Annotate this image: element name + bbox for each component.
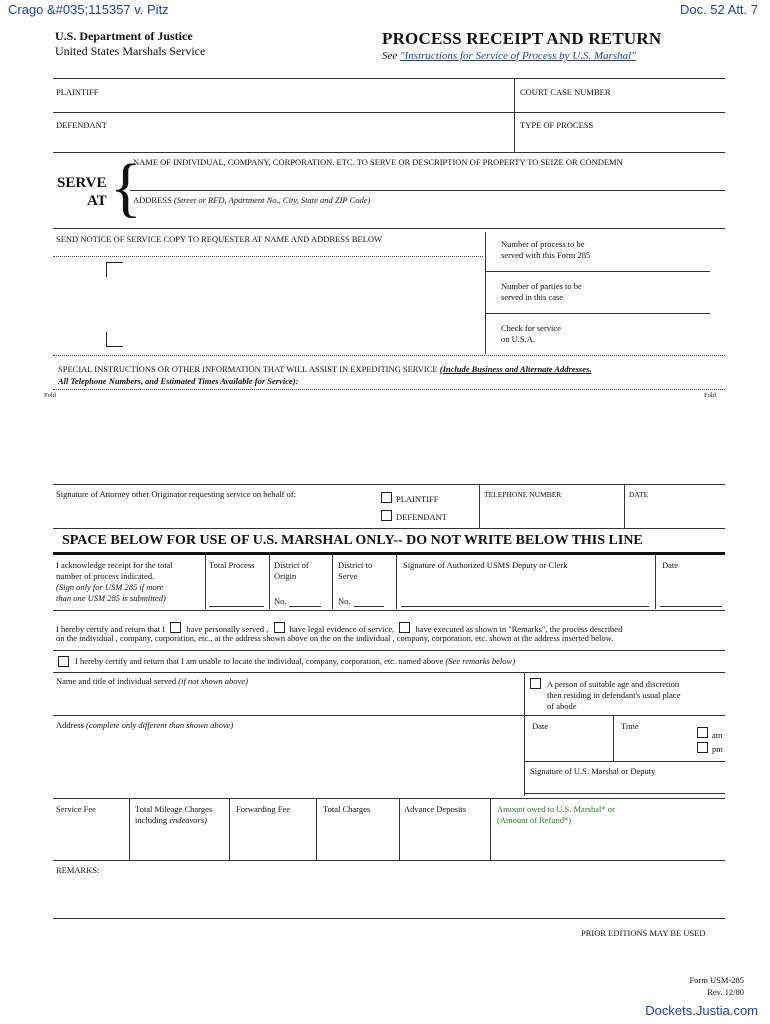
remarks-label: REMARKS: <box>56 865 100 875</box>
time-served-label: Time <box>621 721 639 731</box>
am-label: am <box>712 730 723 740</box>
document-reference: Doc. 52 Att. 7 <box>679 2 758 17</box>
see-label: See <box>382 50 398 62</box>
revision-label: Rev. 12/80 <box>707 987 744 997</box>
court-case-number-label: COURT CASE NUMBER <box>520 87 611 97</box>
fold-left-label: Fold <box>44 392 56 399</box>
telephone-label: TELEPHONE NUMBER <box>484 490 562 499</box>
address-label: ADDRESS (Street or RFD, Apartment No., City, State and ZIP Code) <box>133 195 371 205</box>
forwarding-fee-label: Forwarding Fee <box>236 804 291 814</box>
brace-icon: { <box>110 151 142 224</box>
defendant-option-label: DEFENDANT <box>396 512 447 522</box>
marshal-signature-label: Signature of U.S. Marshal or Deputy <box>530 766 656 776</box>
number-of-process-label: Number of process to be served with this Form 285 <box>501 239 591 260</box>
total-charges-label: Total Charges <box>323 804 371 814</box>
unable-to-locate-checkbox[interactable] <box>58 656 69 667</box>
personally-served-checkbox[interactable] <box>170 622 181 633</box>
pm-checkbox[interactable] <box>697 742 708 753</box>
serve-label: SERVE <box>57 175 107 191</box>
at-label: AT <box>87 193 107 209</box>
district-serve-label: District to Serve <box>338 560 373 581</box>
date-label: DATE <box>629 490 649 499</box>
district-origin-label: District of Origin <box>274 560 309 581</box>
dockets-justia-link[interactable]: Dockets.Justia.com <box>645 1003 758 1018</box>
special-instructions-label: SPECIAL INSTRUCTIONS OR OTHER INFORMATION THAT WILL ASSIST IN EXPEDITING SERVICE (Include Business and Alternate Addresses, <box>58 364 592 374</box>
total-process-label: Total Process <box>209 560 255 570</box>
date-served-label: Date <box>532 721 549 731</box>
name-of-individual-label: NAME OF INDIVIDUAL, COMPANY, CORPORATION. ETC. TO SERVE OR DESCRIPTION OF PROPERTY TO SEIZE OR CONDEMN <box>133 157 623 167</box>
defendant-checkbox[interactable] <box>381 510 392 521</box>
name-title-label: Name and title of individual served (if not shown above) <box>56 676 248 686</box>
plaintiff-option-label: PLAINTIFF <box>396 494 439 504</box>
send-notice-label: SEND NOTICE OF SERVICE COPY TO REQUESTER AT NAME AND ADDRESS BELOW <box>56 234 383 244</box>
marshal-only-banner: SPACE BELOW FOR USE OF U.S. MARSHAL ONLY-- DO NOT WRITE BELOW THIS LINE <box>62 533 643 548</box>
legal-evidence-checkbox[interactable] <box>274 622 285 633</box>
fold-right-label: Fold <box>704 392 716 399</box>
service-fee-label: Service Fee <box>56 804 96 814</box>
prior-editions-label: PRIOR EDITIONS MAY BE USED <box>581 928 706 938</box>
serve-no-label: No. <box>338 596 351 606</box>
case-title: Crago &#035;115357 v. Pitz <box>8 2 169 17</box>
pm-label: pm <box>712 744 723 754</box>
number-of-parties-label: Number of parties to be served in this case <box>501 281 582 302</box>
am-checkbox[interactable] <box>697 727 708 738</box>
instructions-link[interactable]: "Instructions for Service of Process by U.S. Marshal" <box>400 50 636 62</box>
advance-deposits-label: Advance Deposits <box>404 804 467 814</box>
check-for-service-label: Check for service on U.S.A. <box>501 323 561 344</box>
department-name: U.S. Department of Justice <box>55 29 193 43</box>
address-served-label: Address (complete only different than shown above) <box>56 720 234 730</box>
unable-to-locate-label: I hereby certify and return that I am unable to locate the individual, company, corporation, etc. named above (See remarks below) <box>75 656 516 666</box>
address-window-top-corner <box>106 262 123 277</box>
mileage-charges-label: Total Mileage Charges including endeavors) <box>135 804 213 825</box>
service-name: United States Marshals Service <box>55 44 206 58</box>
form-title: PROCESS RECEIPT AND RETURN <box>382 29 662 48</box>
usms-signature-label: Signature of Authorized USMS Deputy or Clerk <box>403 560 568 570</box>
certify-served-label: I hereby certify and return that I have personally served , have legal evidence of service, have executed as shown in "Remarks", the process described <box>56 624 623 634</box>
executed-checkbox[interactable] <box>399 622 410 633</box>
amount-owed-label: Amount owed to U.S. Marshal* or (Amount of Refund*) <box>497 804 615 825</box>
acknowledge-receipt-label: I acknowledge receipt for the total number of process indicated. (Sign only for USM 285 if more than one USM 285 is submitted) <box>56 560 173 603</box>
type-of-process-label: TYPE OF PROCESS <box>520 120 594 130</box>
defendant-label: DEFENDANT <box>56 120 107 130</box>
plaintiff-label: PLAINTIFF <box>56 87 99 97</box>
address-window-bottom-corner <box>106 332 123 347</box>
suitable-person-label: A person of suitable age and discretion then residing in defendant's usual place of abode <box>547 679 681 711</box>
suitable-person-checkbox[interactable] <box>530 678 541 689</box>
plaintiff-checkbox[interactable] <box>381 492 392 503</box>
banner-rule <box>53 552 725 555</box>
date-column-label: Date <box>662 560 679 570</box>
attorney-signature-label: Signature of Attorney other Originator requesting service on behalf of: <box>56 489 297 499</box>
instructions-line <box>382 50 636 62</box>
special-instructions-hint: All Telephone Numbers, and Estimated Times Available for Service): <box>58 376 299 386</box>
certify-served-line2: on the individual , company, corporation, etc., at the address shown above on the on the individual , company, corporation, etc. shown at the address inserted below. <box>56 633 614 643</box>
form-number-label: Form USM-285 <box>689 975 744 985</box>
origin-no-label: No. <box>274 596 287 606</box>
